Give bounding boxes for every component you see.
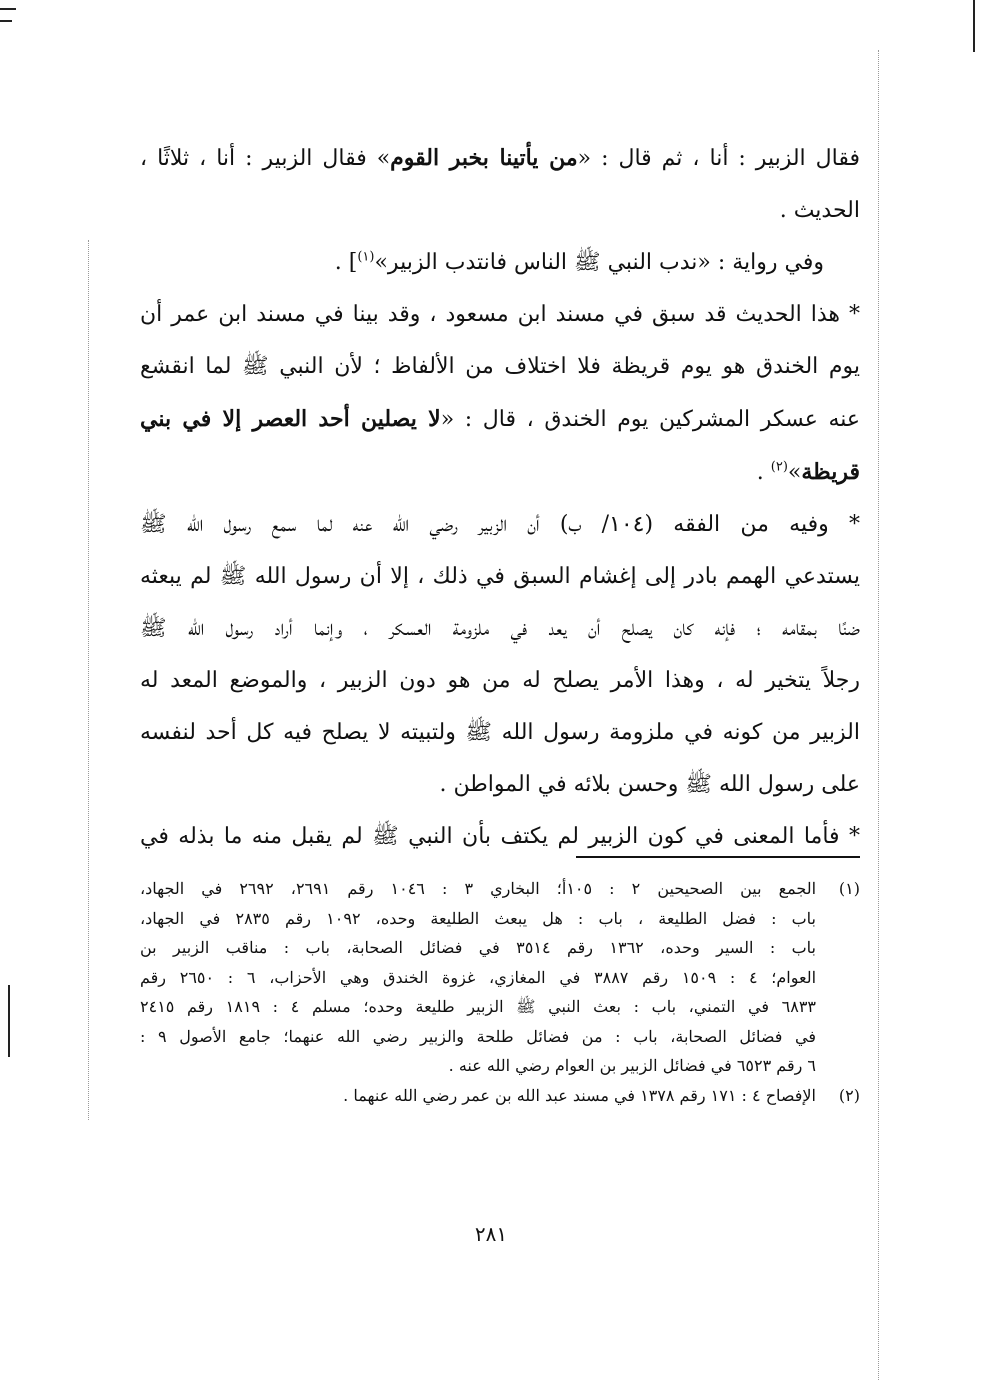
- footnote: [140, 1081, 860, 1111]
- footnote-line: باب : فضل الطليعة ، باب : هل يبعث الطليعة وحده، ١٠٩٢ رقم ٢٨٣٥ في الجهاد،: [140, 908, 817, 928]
- footnotes: [140, 874, 860, 1110]
- bold-quote: من يأتينا بخبر القوم: [390, 145, 578, 171]
- text-line: عنه عسكر المشركين يوم الخندق ، قال : «لا يصلين أحد العصر إلا في بني: [140, 406, 861, 432]
- footnote-body: [140, 874, 816, 1081]
- scan-edge-mark-left: [8, 985, 10, 1057]
- footnote: [140, 874, 860, 1081]
- text-line: يوم الخندق هو يوم قريظة فلا اختلاف من الألفاظ ؛ لأن النبي ﷺ لما انقشع: [140, 354, 860, 379]
- footnote-line: الجمع بين الصحيحين ٢ : ١٠٥أ؛ البخاري ٣ : ١٠٤٦ رقم ٢٦٩١، ٢٦٩٢ في الجهاد،: [140, 879, 817, 898]
- footnote-ref: (١): [357, 249, 375, 265]
- scan-dotted-margin-left: [88, 240, 89, 1120]
- text-line: رجلاً يتخير له ، وهذا الأمر يصلح له من هو دون الزبير ، والموضع المعد له: [140, 668, 860, 693]
- text-line: الزبير من كونه في ملزومة رسول الله ﷺ ولتبيته لا يصلح فيه كل أحد لنفسه: [140, 720, 860, 745]
- bold-quote: قريظة: [801, 459, 860, 485]
- footnote-line: العوام؛ ٤ : ١٥٠٩ رقم ٣٨٨٧ في المغازي، غزوة الخندق وهي الأحزاب، ٦ : ٢٦٥٠ رقم: [140, 967, 817, 987]
- footnote-number: (٢): [838, 1085, 860, 1105]
- text-line: الحديث .: [779, 198, 860, 223]
- footnote-number: (١): [838, 879, 860, 898]
- text-line: ضنًا بمقامه ؛ فإنه كان يصلح أن يعد في ملزومة العسكر ، وإنما أراد رسول الله ﷺ: [140, 616, 860, 641]
- page-number: ٢٨١: [474, 1222, 508, 1246]
- footnote-line: باب : السير وحده، ١٣٦٢ رقم ٣٥١٤ في فضائل الصحابة، باب : مناقب الزبير بن: [140, 938, 817, 957]
- text-line: وفي رواية : «ندب النبي ﷺ الناس فانتدب الزبير»$^{(١)}$] .: [334, 249, 824, 275]
- scan-edge-mark-top-left: [0, 8, 16, 10]
- footnote-line: ٦ رقم ٦٥٢٣ في فضائل الزبير بن العوام رضي الله عنه .: [448, 1056, 816, 1075]
- scan-dotted-margin-right: [878, 50, 879, 1380]
- text-line: * وفيه من الفقه (١٠٤/ ب) أن الزبير رضي الله عنه لما سمع رسول الله ﷺ: [140, 512, 860, 537]
- text-line: قريظة»$^{(٢)}$ .: [756, 459, 860, 485]
- footnote-line: في فضائل الصحابة، باب : من فضائل طلحة والزبير رضي الله عنهما؛ جامع الأصول ٩ :: [140, 1026, 816, 1046]
- text-line: على رسول الله ﷺ وحسن بلائه في المواطن .: [439, 772, 860, 797]
- footnote-body: [140, 1081, 816, 1111]
- footnote-ref: (٢): [770, 459, 788, 475]
- scan-edge-mark-top-left-2: [0, 20, 12, 22]
- text-line: * هذا الحديث قد سبق في مسند ابن مسعود ، وقد بينا في مسند ابن عمر أن: [140, 302, 860, 327]
- footnote-line: الإفصاح ٤ : ١٧١ رقم ١٣٧٨ في مسند عبد الله بن عمر رضي الله عنهما .: [343, 1085, 816, 1105]
- text-line: يستدعي الهمم بادر إلى إغشام السبق في ذلك ، إلا أن رسول الله ﷺ لم يبعثه: [140, 564, 860, 589]
- main-text: [140, 132, 860, 863]
- scan-edge-mark-right: [973, 0, 975, 52]
- text-line: * فأما المعنى في كون الزبير لم يكتف بأن النبي ﷺ لم يقبل منه ما بذله في: [140, 824, 860, 849]
- bold-quote: لا يصلين أحد العصر إلا في بني: [140, 406, 441, 432]
- footnote-line: ٦٨٣٣ في التمني، باب : بعث النبي ﷺ الزبير طليعة وحده؛ مسلم ٤ : ١٨١٩ رقم ٢٤١٥: [140, 997, 817, 1016]
- text-line: فقال الزبير : أنا ، ثم قال : «من يأتينا بخبر القوم» فقال الزبير : أنا ، ثلاثًا ،: [140, 145, 860, 171]
- footnote-separator: [576, 856, 860, 858]
